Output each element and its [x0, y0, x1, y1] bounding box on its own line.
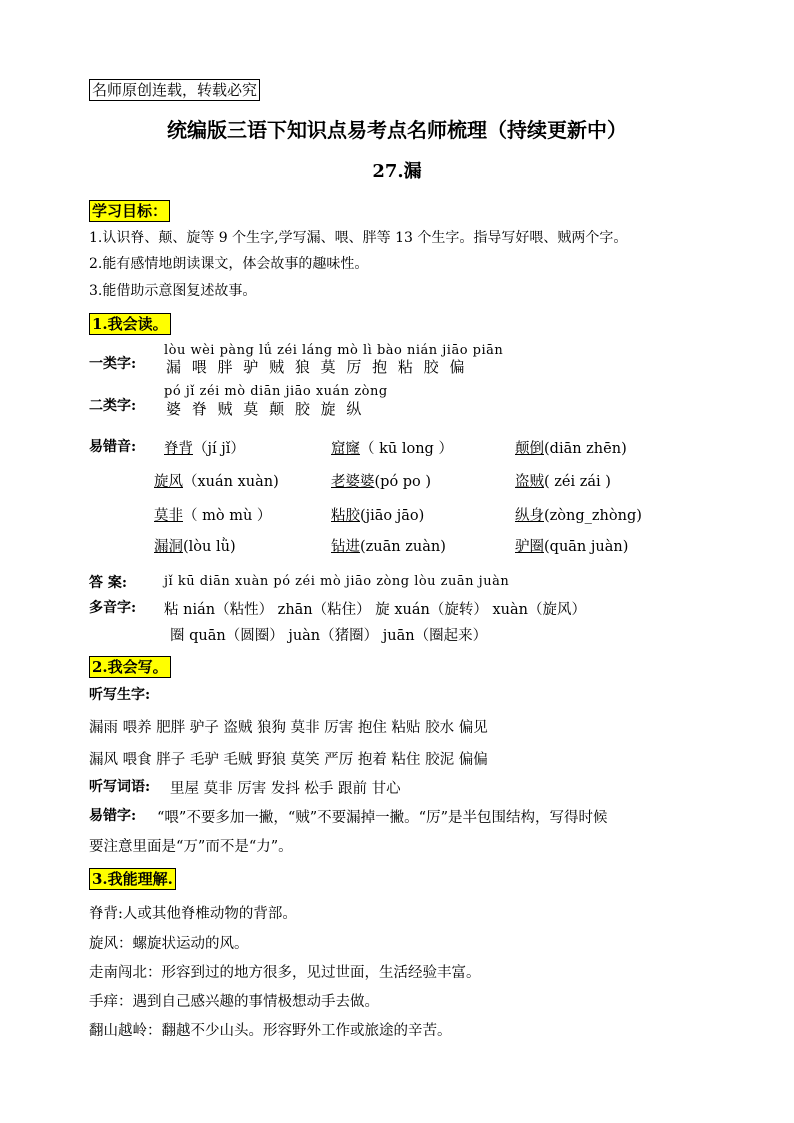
easy-label: 易错音: — [89, 439, 137, 455]
read-heading: 1.我会读。 — [89, 313, 171, 335]
dictation-label: 听写生字: — [89, 687, 151, 703]
easy-item: 脊背（jí jǐ） — [164, 441, 245, 457]
page-title: 统编版三语下知识点易考点名师梳理（持续更新中） — [167, 118, 627, 142]
mistake-line-1: “喂”不要多加一撇，“贼”不要漏掉一撇。“厉”是半包围结构，写得时候 — [157, 810, 608, 826]
easy-item: 粘胶(jiāo jāo) — [331, 508, 425, 524]
easy-item: 旋风（xuán xuàn) — [154, 474, 279, 490]
easy-item: 老婆婆(pó po ) — [331, 474, 432, 490]
easy-item: 盗贼( zéi zái ) — [515, 474, 611, 490]
class2-pinyin: pó jǐ zéi mò diān jiāo xuán zòng — [164, 384, 388, 399]
class2-chars: 婆 脊 贼 莫 颠 胶 旋 纵 — [166, 400, 365, 418]
answer-label: 答 案: — [89, 575, 128, 591]
words-label: 听写词语: — [89, 779, 151, 795]
easy-item: 莫非（ mò mù ） — [154, 508, 272, 524]
polyphone-label: 多音字: — [89, 600, 137, 616]
mistake-label: 易错字: — [89, 808, 137, 824]
class1-chars: 漏 喂 胖 驴 贼 狼 莫 厉 抱 粘 胶 偏 — [166, 358, 468, 376]
definition-item: 脊背:人或其他脊椎动物的背部。 — [89, 906, 297, 922]
copyright-notice: 名师原创连载，转载必究 — [89, 79, 260, 101]
goals-heading: 学习目标： — [89, 200, 170, 222]
easy-item: 纵身(zòng_zhòng) — [515, 508, 642, 524]
goal-item-2: 2.能有感情地朗读课文，体会故事的趣味性。 — [89, 256, 369, 272]
words-list: 里屋 莫非 厉害 发抖 松手 跟前 甘心 — [170, 781, 401, 797]
easy-item: 窟窿（ kū long ） — [331, 441, 453, 457]
class1-label: 一类字: — [89, 356, 137, 372]
goal-item-3: 3.能借助示意图复述故事。 — [89, 283, 257, 299]
dictation-row-2: 漏风 喂食 胖子 毛驴 毛贼 野狼 莫笑 严厉 抱着 粘住 胶泥 偏偏 — [89, 752, 488, 768]
easy-item: 颠倒(diān zhēn) — [515, 441, 627, 457]
goal-item-1: 1.认识脊、颠、旋等 9 个生字,学写漏、喂、胖等 13 个生字。指导写好喂、贼两个字。 — [89, 230, 628, 246]
dictation-row-1: 漏雨 喂养 肥胖 驴子 盗贼 狼狗 莫非 厉害 抱住 粘贴 胶水 偏见 — [89, 720, 488, 736]
easy-item: 驴圈(quān juàn) — [515, 539, 629, 555]
definition-item: 翻山越岭：翻越不少山头。形容野外工作或旅途的辛苦。 — [89, 1023, 452, 1039]
easy-item: 漏洞(lòu lǜ) — [154, 539, 236, 555]
easy-item: 钻进(zuān zuàn) — [331, 539, 446, 555]
understand-heading: 3.我能理解. — [89, 868, 176, 890]
class2-label: 二类字: — [89, 398, 137, 414]
lesson-title: 27.漏 — [372, 161, 422, 182]
definition-item: 走南闯北：形容到过的地方很多，见过世面，生活经验丰富。 — [89, 965, 481, 981]
polyphone-row-2: 圈 quān（圆圈） juàn（猪圈） juān（圈起来） — [170, 628, 488, 644]
class1-pinyin: lòu wèi pàng lǘ zéi láng mò lì bào nián jiāo piān — [164, 343, 504, 358]
polyphone-row-1: 粘 nián（粘性） zhān（粘住） 旋 xuán（旋转） xuàn（旋风） — [164, 602, 586, 618]
mistake-line-2: 要注意里面是“万”而不是“力”。 — [89, 839, 293, 855]
definition-item: 手痒：遇到自己感兴趣的事情极想动手去做。 — [89, 994, 379, 1010]
write-heading: 2.我会写。 — [89, 656, 171, 678]
answer-text: jǐ kū diān xuàn pó zéi mò jiāo zòng lòu zuān juàn — [164, 574, 510, 589]
definition-item: 旋风：螺旋状运动的风。 — [89, 936, 249, 952]
